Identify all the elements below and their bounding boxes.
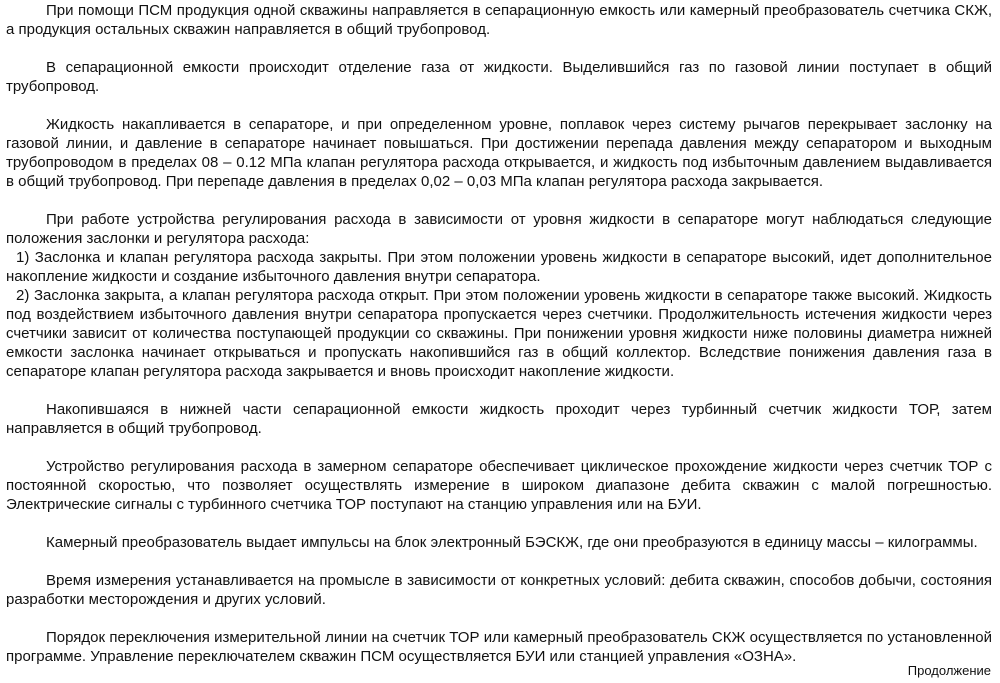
- paragraph-tor-meter: Накопившаяся в нижней части сепарационной емкости жидкость проходит через турбинный счетчик жидкости ТОР, затем направляется в общий трубопровод.: [6, 401, 992, 437]
- document-body: [6, 0, 992, 666]
- paragraph-psm-routing: При помощи ПСМ продукция одной скважины направляется в сепарационную емкость или камерный преобразователь счетчика СКЖ, а продукция остальных скважин направляется в общий трубопровод.: [6, 2, 992, 38]
- continuation-label: Продолжение: [907, 663, 991, 678]
- paragraph-cyclic-flow: Устройство регулирования расхода в замерном сепараторе обеспечивает циклическое прохождение жидкости через счетчик ТОР с постоянной скоростью, что позволяет осуществлять измерение в широком диапазоне дебита скважин с малой погрешностью. Электрические сигналы с турбинного счетчика ТОР поступают на станцию управления или на БУИ.: [6, 458, 992, 513]
- paragraph-switching-order: Порядок переключения измерительной линии на счетчик ТОР или камерный преобразователь СКЖ осуществляется по установленной программе. Управление переключателем скважин ПСМ осуществляется БУИ или станцией управления «ОЗНА».: [6, 629, 992, 665]
- paragraph-gas-separation: В сепарационной емкости происходит отделение газа от жидкости. Выделившийся газ по газовой линии поступает в общий трубопровод.: [6, 59, 992, 95]
- paragraph-measurement-time: Время измерения устанавливается на промысле в зависимости от конкретных условий: дебита скважин, способов добычи, состояния разработки месторождения и других условий.: [6, 572, 992, 608]
- paragraph-liquid-accumulation: Жидкость накапливается в сепараторе, и при определенном уровне, поплавок через систему рычагов перекрывает заслонку на газовой линии, и давление в сепараторе начинает повышаться. При достижении перепада давления между сепаратором и выходным трубопроводом в пределах 08 – 0.12 МПа клапан регулятора расхода открывается, и жидкость под избыточным давлением выдавливается в общий трубопровод. При перепаде давления в пределах 0,02 – 0,03 МПа клапан регулятора расхода закрывается.: [6, 116, 992, 190]
- list-item-state-1: 1) Заслонка и клапан регулятора расхода закрыты. При этом положении уровень жидкости в сепараторе высокий, идет дополнительное накопление жидкости и создание избыточного давления внутри сепаратора.: [6, 249, 992, 285]
- paragraph-chamber-converter: Камерный преобразователь выдает импульсы на блок электронный БЭСКЖ, где они преобразуются в единицу массы – килограммы.: [46, 534, 978, 551]
- paragraph-flow-regulation-intro: При работе устройства регулирования расхода в зависимости от уровня жидкости в сепараторе могут наблюдаться следующие положения заслонки и регулятора расхода:: [6, 211, 992, 247]
- list-item-state-2: 2) Заслонка закрыта, а клапан регулятора расхода открыт. При этом положении уровень жидкости в сепараторе также высокий. Жидкость под воздействием избыточного давления внутри сепаратора пропускается через счетчики. Продолжительность истечения жидкости через счетчики зависит от количества поступающей продукции со скважины. При понижении уровня жидкости ниже половины диаметра нижней емкости заслонка начинает открываться и пропускать накопившийся газ в общий коллектор. Вследствие понижения давления газа в сепараторе клапан регулятора расхода закрывается и вновь происходит накопление жидкости.: [6, 287, 992, 380]
